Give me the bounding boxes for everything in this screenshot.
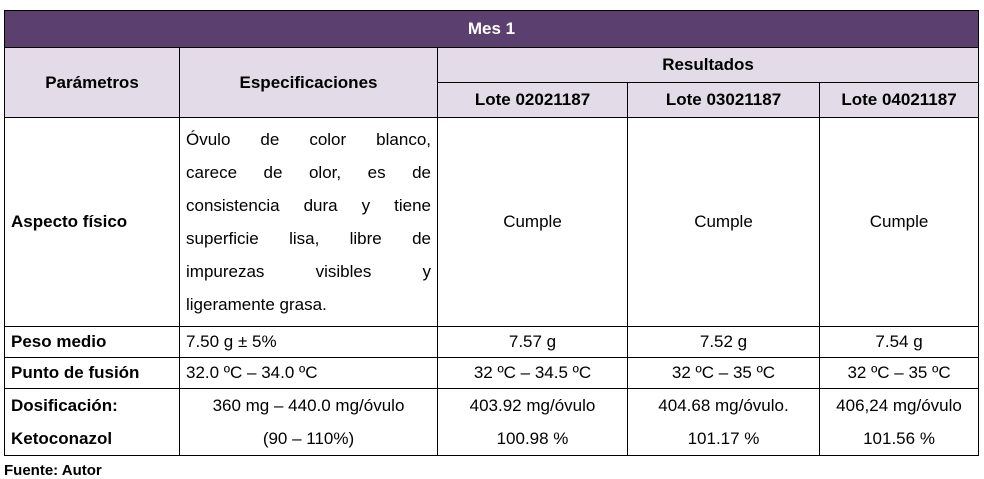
stability-table: [4, 10, 979, 456]
spec-line: consistencia dura y tiene: [186, 196, 431, 215]
result-dosificacion-1: [438, 389, 628, 456]
result-aspecto-3: Cumple: [820, 118, 979, 327]
result-peso-2: 7.52 g: [628, 327, 820, 358]
spec-line: (90 – 110%): [262, 429, 355, 448]
spec-fusion: 32.0 ºC – 34.0 ºC: [180, 358, 438, 389]
spec-aspecto: [180, 118, 438, 327]
spec-line: Óvulo de color blanco,: [186, 130, 431, 149]
result-aspecto-2: Cumple: [628, 118, 820, 327]
result-line: 101.17 %: [687, 429, 760, 448]
result-fusion-2: 32 ºC – 35 ºC: [628, 358, 820, 389]
spec-line: 360 mg – 440.0 mg/óvulo: [212, 396, 405, 415]
result-line: 403.92 mg/óvulo: [469, 396, 596, 415]
header-lote-2: Lote 03021187: [628, 83, 820, 118]
result-peso-3: 7.54 g: [820, 327, 979, 358]
header-resultados: Resultados: [438, 48, 979, 83]
table-title: Mes 1: [5, 11, 979, 48]
header-especificaciones: Especificaciones: [180, 48, 438, 118]
result-dosificacion-3: [820, 389, 979, 456]
param-line: Ketoconazol: [11, 429, 113, 448]
result-line: 100.98 %: [496, 429, 569, 448]
spec-line: ligeramente grasa.: [186, 295, 327, 314]
table-row: [5, 118, 979, 327]
result-aspecto-1: Cumple: [438, 118, 628, 327]
param-aspecto: Aspecto físico: [5, 118, 180, 327]
spec-peso: 7.50 g ± 5%: [180, 327, 438, 358]
header-lote-3: Lote 04021187: [820, 83, 979, 118]
param-fusion: Punto de fusión: [5, 358, 180, 389]
table-row: [5, 327, 979, 358]
param-line: Dosificación:: [11, 396, 118, 415]
result-dosificacion-2: [628, 389, 820, 456]
result-fusion-1: 32 ºC – 34.5 ºC: [438, 358, 628, 389]
header-row-1: [5, 48, 979, 83]
param-dosificacion: [5, 389, 180, 456]
table-row: [5, 389, 979, 456]
spec-line: carece de olor, es de: [186, 163, 431, 182]
result-line: 101.56 %: [863, 429, 935, 448]
spec-line: superficie lisa, libre de: [186, 229, 431, 248]
result-line: 404.68 mg/óvulo.: [658, 396, 789, 415]
title-row: [5, 11, 979, 48]
spec-line: impurezas visibles y: [186, 262, 431, 281]
table-row: [5, 358, 979, 389]
result-peso-1: 7.57 g: [438, 327, 628, 358]
header-lote-1: Lote 02021187: [438, 83, 628, 118]
param-peso: Peso medio: [5, 327, 180, 358]
spec-dosificacion: [180, 389, 438, 456]
source-footnote: Fuente: Autor: [4, 462, 102, 479]
header-parametros: Parámetros: [5, 48, 180, 118]
result-line: 406,24 mg/óvulo: [836, 396, 962, 415]
result-fusion-3: 32 ºC – 35 ºC: [820, 358, 979, 389]
